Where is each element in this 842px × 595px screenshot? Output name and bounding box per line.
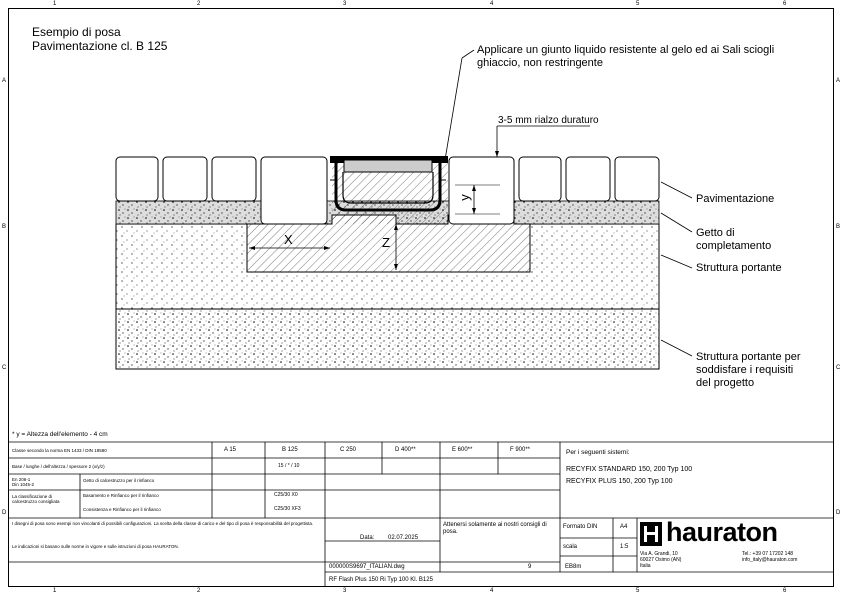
systems-title: Per i seguenti sistemi: — [566, 449, 630, 456]
class-d400: D 400** — [395, 447, 416, 453]
joint-leader — [445, 58, 462, 160]
dimension-y-label: y — [456, 194, 472, 201]
concrete-row-1-label: Getto di calcestruzzo per il rinfianco — [83, 478, 155, 483]
disclaimer-1: I disegni di posa sono esempi non vincolanti di possibili configurazioni. La scelta della classe di carico e del tipo di posa è responsabilità del progettista. — [12, 521, 314, 526]
brand-name: hauraton — [666, 517, 778, 547]
paving-leader — [661, 182, 692, 198]
grid-row-d-right: D — [836, 510, 841, 516]
class-row-label: Classe secondo la norma EN 1433 / DIN 19580 — [12, 448, 107, 453]
brand-address-1: Via A. Grandi, 10 — [640, 551, 678, 557]
concrete-row-2-label: Basamento e Rinfianco per il rinfianco — [83, 493, 159, 498]
grid-col-1-bottom: 1 — [53, 588, 57, 594]
format-label: Formato DIN — [563, 524, 598, 530]
brand-phone: Tel.: +39 07 17202 148 — [742, 551, 794, 557]
hauraton-logo-icon — [640, 522, 662, 546]
grid-row-d: D — [2, 510, 7, 516]
grid-row-a: A — [2, 78, 7, 84]
title-line-2: Pavimentazione cl. B 125 — [32, 39, 168, 53]
norm-label-a: En 206-1 — [12, 477, 31, 482]
topping-callout-line-1: Getto di — [696, 227, 735, 239]
paver-stone — [615, 157, 659, 201]
disclaimer-2: Le indicazioni si basano sulle norme in vigore e sulle istruzioni di posa HAURATON. — [12, 544, 179, 549]
concrete-label-d: calcestruzzo consigliata — [12, 499, 60, 504]
concrete-row-2-value: C25/30 X0 — [274, 492, 298, 498]
advice-text: Attenersi solamente ai nostri consigli di posa. — [443, 522, 547, 535]
topping-leader — [661, 213, 692, 232]
grid-col-4: 4 — [490, 1, 494, 7]
grid-col-2-bottom: 2 — [197, 588, 201, 594]
grid-row-c: C — [2, 365, 7, 371]
grid-col-4-bottom: 4 — [490, 588, 494, 594]
sub-base-layer — [116, 309, 659, 369]
grid-row-a-right: A — [836, 78, 841, 84]
sheet-code: EB8m — [565, 564, 582, 570]
base-callout: Struttura portante — [696, 262, 782, 274]
paver-stone — [519, 157, 561, 201]
subbase-callout-line-3: del progetto — [696, 377, 755, 389]
grid-col-2: 2 — [197, 1, 201, 7]
scale-value: 1:5 — [620, 544, 629, 550]
revision: 9 — [528, 564, 532, 570]
joint-callout — [477, 44, 817, 70]
class-c250: C 250 — [340, 447, 357, 453]
joint-callout-line-1: Applicare un giunto liquido resistente al gelo ed ai Sali sciogli — [477, 44, 775, 56]
drawing-code-title: RF Flash Plus 150 Ri Typ 100 Kl. B125 — [329, 577, 433, 583]
grid-col-1: 1 — [53, 1, 57, 7]
title-block-grid — [8, 442, 834, 587]
class-e600: E 600** — [452, 447, 473, 453]
brand-email: info_italy@hauraton.com — [742, 557, 798, 563]
system-1: RECYFIX STANDARD 150, 200 Typ 100 — [566, 466, 693, 473]
topping-callout — [696, 227, 771, 253]
base-leader — [661, 255, 692, 268]
grid-col-5: 5 — [636, 1, 640, 7]
class-b125: B 125 — [282, 447, 298, 453]
concrete-row-3-label: Consistenza e Rinfianco per il rinfianco — [83, 507, 161, 512]
dimension-x-label: X — [284, 232, 293, 247]
grid-row-c-right: C — [836, 365, 841, 371]
dimension-row-value: 15 / * / 10 — [278, 463, 300, 469]
paver-stone — [163, 157, 207, 201]
paver-stone — [566, 157, 610, 201]
brand-address-2: 60027 Osimo (AN) — [640, 557, 682, 563]
class-a15: A 15 — [224, 447, 237, 453]
joint-callout-line-2: ghiaccio, non restringente — [477, 57, 603, 69]
paver-stone — [212, 157, 256, 201]
subbase-callout-line-1: Struttura portante per — [696, 351, 801, 363]
paver-stone — [261, 157, 327, 224]
grid-col-6: 6 — [783, 1, 787, 7]
rise-callout: 3-5 mm rialzo duraturo — [498, 115, 599, 126]
scale-label: scala — [563, 544, 578, 550]
title-line-1: Esempio di posa — [32, 25, 121, 39]
grid-col-6-bottom: 6 — [783, 588, 787, 594]
grid-col-3: 3 — [343, 1, 347, 7]
concrete-row-3-value: C25/30 XF3 — [274, 506, 301, 512]
subbase-callout — [696, 351, 801, 390]
concrete-label-c: La classificazione di — [12, 494, 53, 499]
topping-callout-line-2: completamento — [696, 240, 772, 252]
dimension-z-label: Z — [382, 235, 390, 250]
dimension-row-label: Base / lunghe / dell'altezza / spessore 2 (x/y/z) — [12, 464, 105, 469]
subbase-leader — [661, 340, 692, 356]
grid-col-5-bottom: 5 — [636, 588, 640, 594]
grid-col-3-bottom: 3 — [343, 588, 347, 594]
subbase-callout-line-2: soddisfare i requisiti — [696, 364, 794, 376]
paver-stone — [116, 157, 158, 201]
norm-label-b: Din 1045-2 — [12, 482, 35, 487]
grid-row-b-right: B — [836, 224, 841, 230]
date-value: 02.07.2025 — [388, 535, 419, 541]
format-value: A4 — [620, 524, 628, 530]
system-2: RECYFIX PLUS 150, 200 Typ 100 — [566, 478, 673, 485]
grid-row-b: B — [2, 224, 7, 230]
date-label: Data: — [360, 535, 375, 541]
paving-callout: Pavimentazione — [696, 193, 775, 205]
footnote: * y = Altezza dell'elemento - 4 cm — [12, 431, 108, 438]
class-f900: F 900** — [510, 447, 531, 453]
document-number: 000000S9697_ITALIAN.dwg — [329, 564, 405, 570]
brand-address-3: Italia — [640, 563, 651, 569]
